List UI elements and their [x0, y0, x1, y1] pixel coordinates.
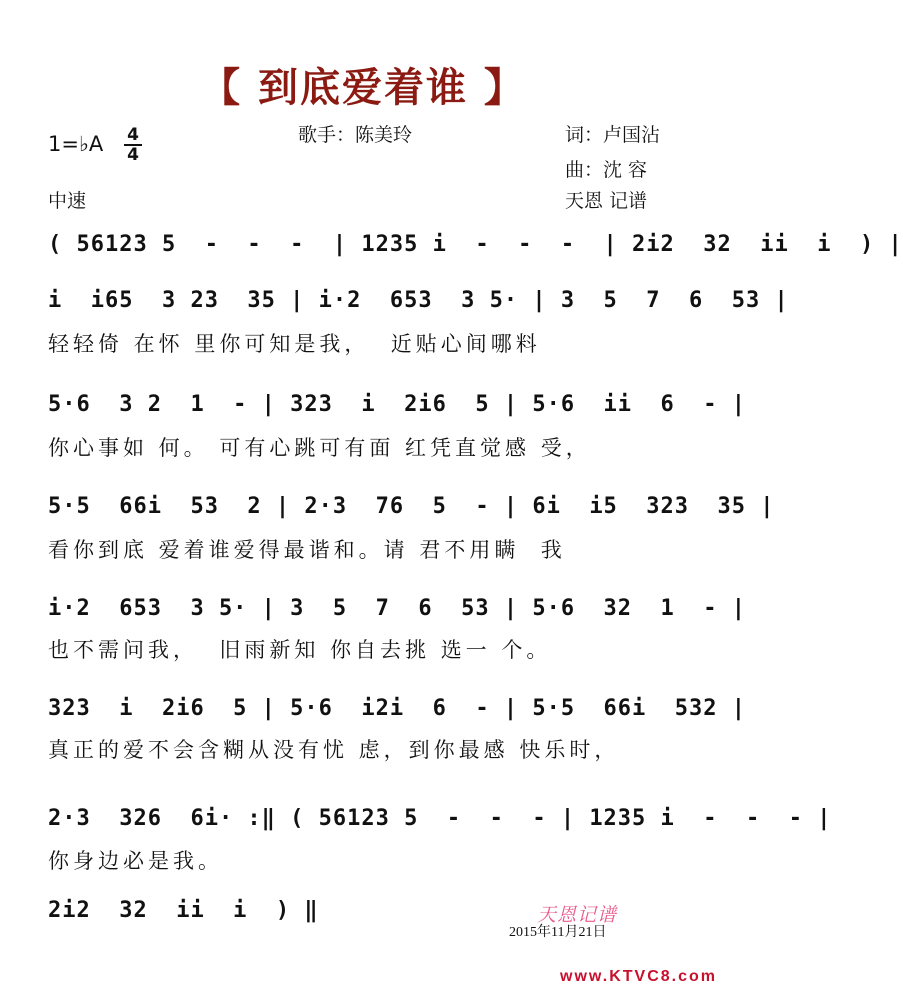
time-signature-bottom: 4 — [127, 145, 139, 165]
score-line-7-notes: 2·3 326 6i· :‖ ( 56123 5 - - - | 1235 i - - - | — [48, 806, 832, 831]
time-signature-top: 4 — [127, 125, 139, 145]
site-watermark: www.KTVC8.com — [560, 968, 717, 985]
score-line-1-notes: ( 56123 5 - - - | 1235 i - - - | 2i2 32 ii i ) | — [48, 232, 903, 257]
score-line-2-notes: i i65 3 23 35 | i·2 653 3 5· | 3 5 7 6 53 | — [48, 288, 789, 313]
score-line-4-notes: 5·5 66i 53 2 | 2·3 76 5 - | 6i i5 323 35 | — [48, 494, 775, 519]
score-line-6-notes: 323 i 2i6 5 | 5·6 i2i 6 - | 5·5 66i 532 | — [48, 696, 747, 721]
key-signature: 1=♭A — [48, 132, 104, 156]
score-line-7-lyrics: 你身边必是我。 — [48, 849, 223, 873]
score-line-4-lyrics: 看你到底 爱着谁爱得最谐和。请 君不用瞒 我 — [48, 538, 566, 562]
score-line-2-lyrics: 轻轻倚 在怀 里你可知是我， 近贴心间哪料 — [48, 332, 541, 356]
transcriber-stamp: 天恩记谱 — [537, 904, 618, 926]
score-line-5-notes: i·2 653 3 5· | 3 5 7 6 53 | 5·6 32 1 - | — [48, 596, 747, 621]
transcription-date: 2015年11月21日 — [509, 925, 607, 940]
composer-credit: 曲：沈 容 — [565, 159, 648, 181]
score-line-8-notes: 2i2 32 ii i ) ‖ — [48, 898, 319, 923]
score-line-3-notes: 5·6 3 2 1 - | 323 i 2i6 5 | 5·6 ii 6 - | — [48, 392, 747, 417]
tempo-marking: 中速 — [48, 190, 87, 212]
song-title: 【 到底爱着谁 】 — [200, 65, 526, 111]
time-signature — [124, 126, 142, 164]
singer-credit: 歌手：陈美玲 — [298, 124, 413, 146]
lyricist-credit: 词：卢国沾 — [565, 124, 661, 146]
score-line-3-lyrics: 你心事如 何。 可有心跳可有面 红凭直觉感 受， — [48, 436, 591, 460]
score-line-5-lyrics: 也不需问我， 旧雨新知 你自去挑 选一 个。 — [48, 638, 552, 662]
transcriber-credit: 天恩 记谱 — [565, 190, 648, 212]
score-line-6-lyrics: 真正的爱不会含糊从没有忧 虑，到你最感 快乐时， — [48, 738, 620, 762]
